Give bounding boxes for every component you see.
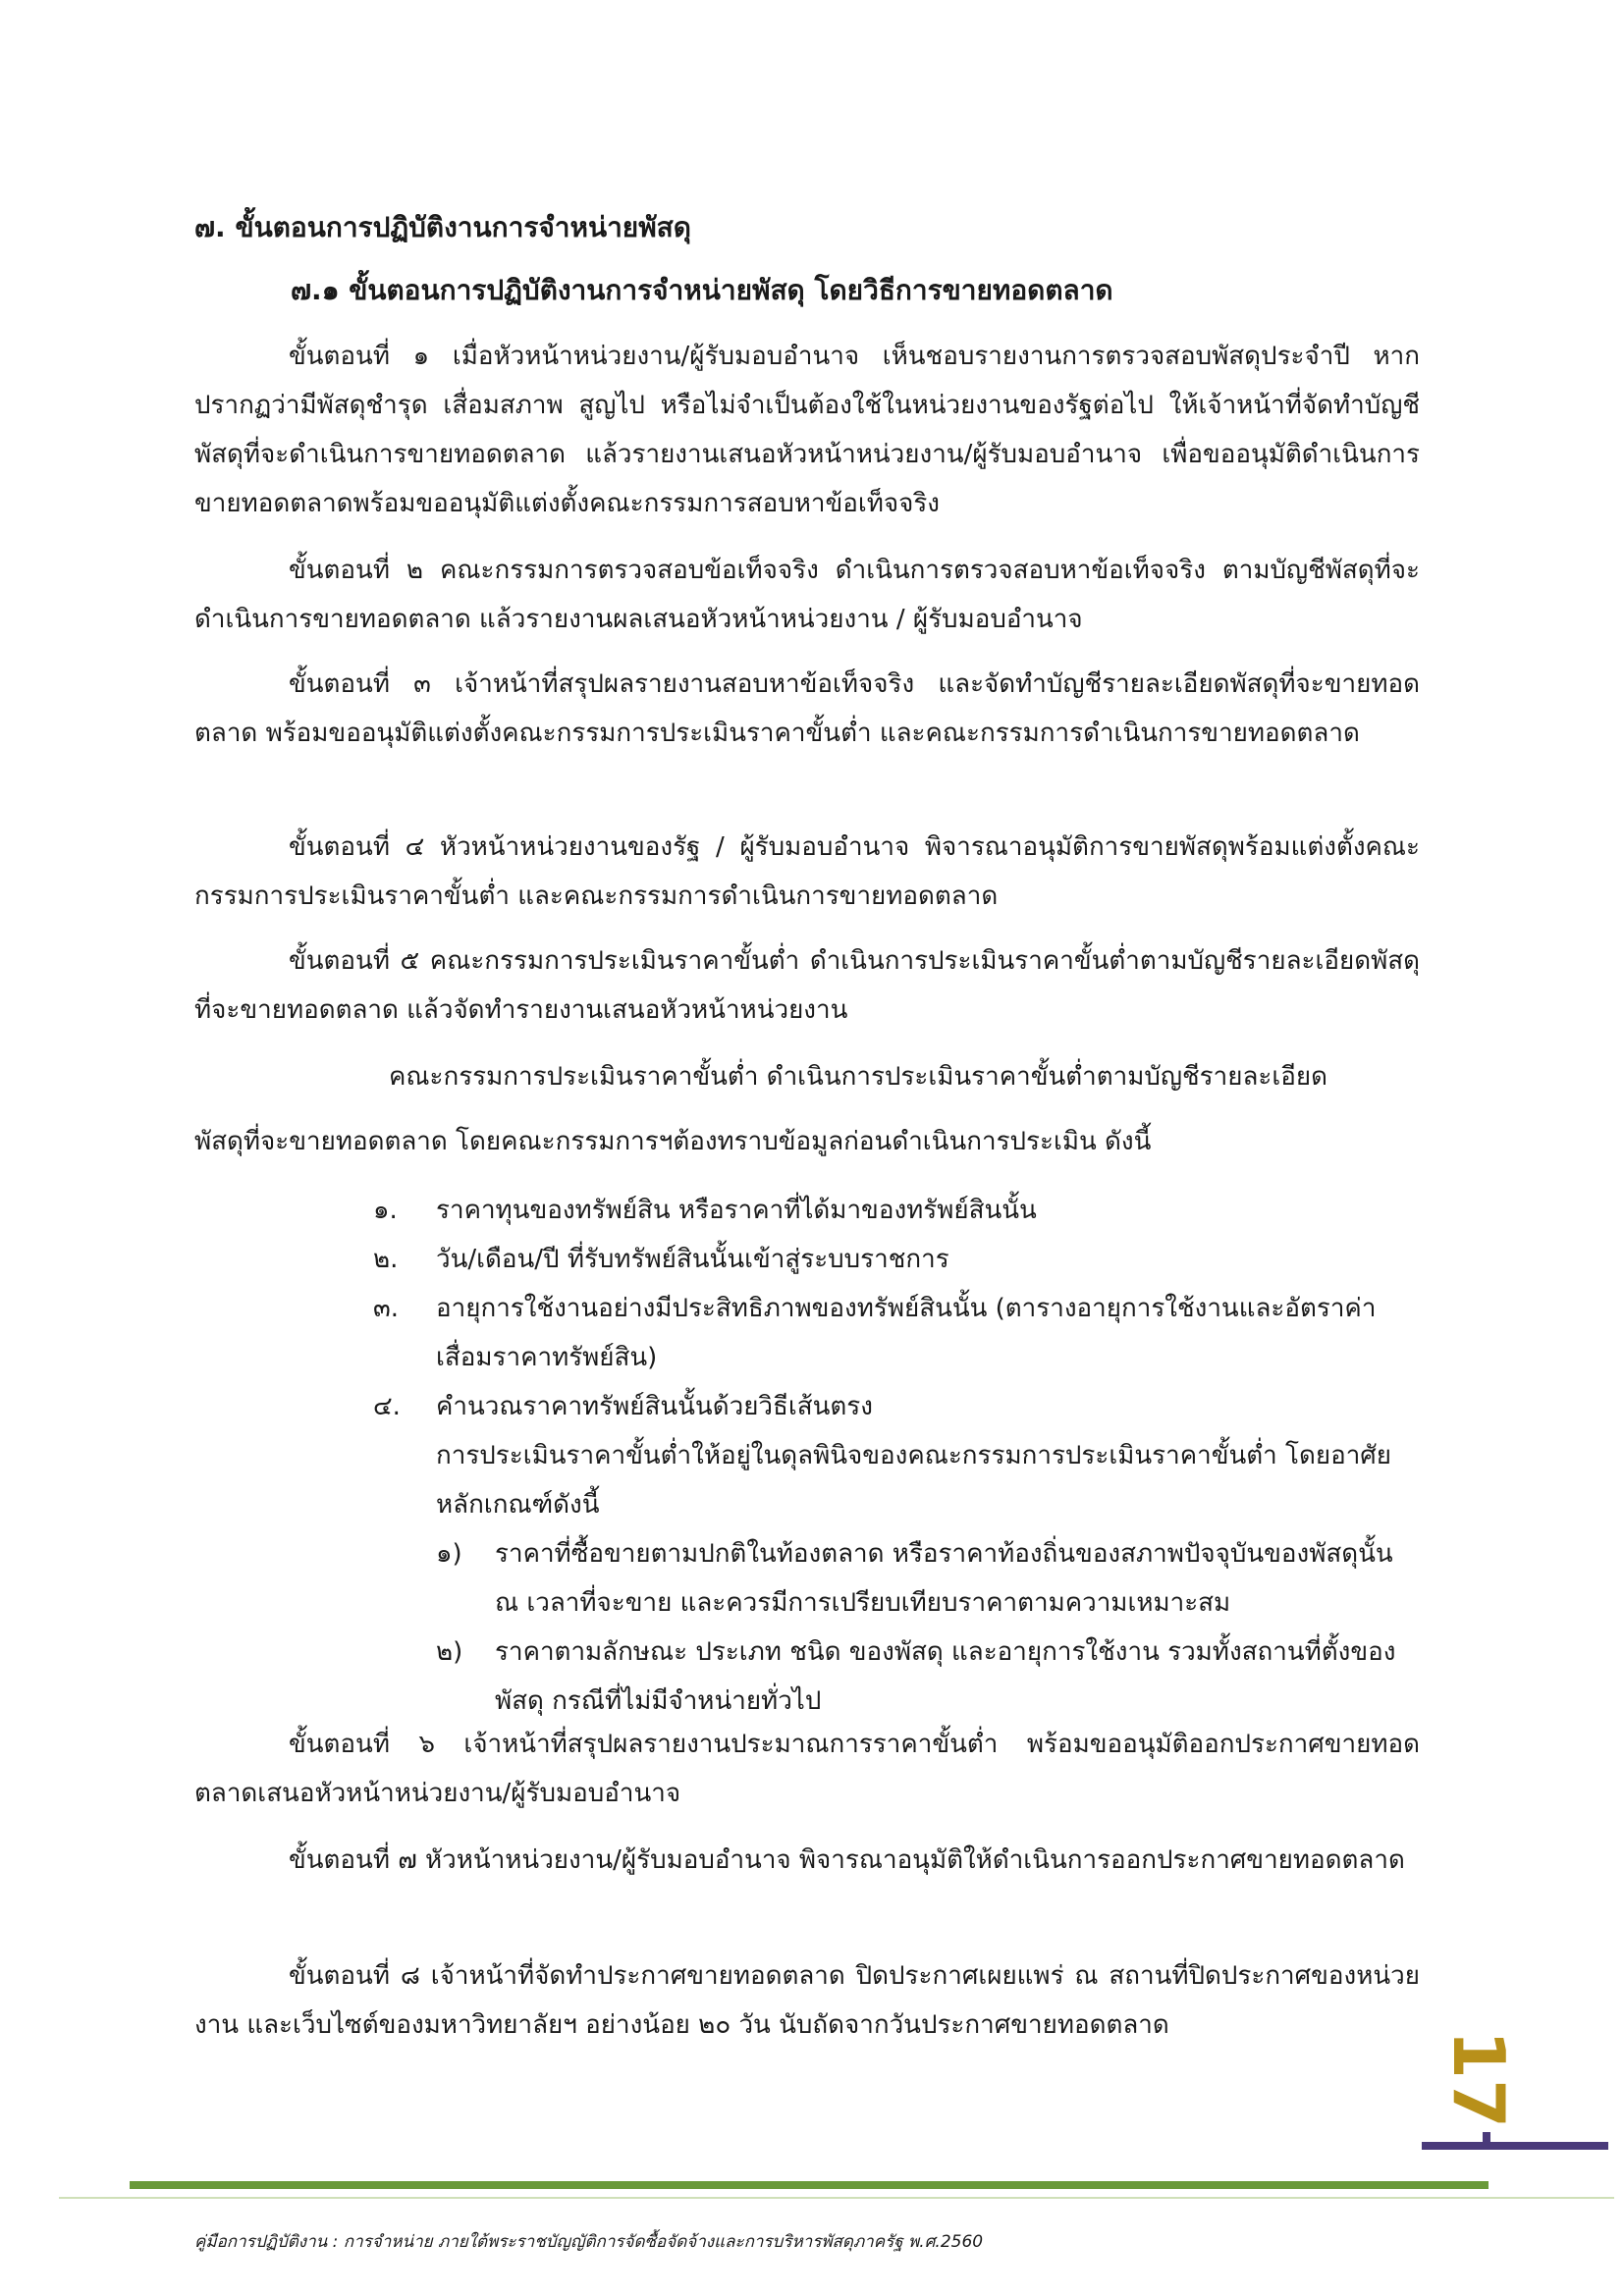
sublist-item bbox=[436, 1628, 1420, 1726]
list-item bbox=[373, 1235, 1420, 1284]
sublist-item-text: ราคาที่ซื้อขายตามปกติในท้องตลาด หรือราคาท้องถิ่นของสภาพปัจจุบันของพัสดุนั้น ณ เวลาที่จะขาย และควรมีการเปรียบเทียบราคาตามความเหมาะสม bbox=[495, 1539, 1393, 1618]
list-item-number: ๒. bbox=[373, 1245, 399, 1274]
step-6-paragraph bbox=[194, 1720, 1420, 1818]
step-7-paragraph bbox=[194, 1836, 1420, 1885]
subsection-title: ๗.๑ ขั้นตอนการปฏิบัติงานการจำหน่ายพัสดุ โดยวิธีการขายทอดตลาด bbox=[291, 274, 1113, 306]
sublist-item-number: ๒) bbox=[436, 1637, 463, 1667]
step-1-text: ขั้นตอนที่ ๑ เมื่อหัวหน้าหน่วยงาน/ผู้รับมอบอำนาจ เห็นชอบรายงานการตรวจสอบพัสดุประจำปี หากปรากฏว่ามีพัสดุชำรุด เสื่อมสภาพ สูญไป หรือไม่จำเป็นต้องใช้ในหน่วยงานของรัฐต่อไป ให้เจ้าหน้าที่จัดทำบัญชีพัสดุที่จะดำเนินการขายทอดตลาด แล้วรายงานเสนอหัวหน้าหน่วยงาน/ผู้รับมอบอำนาจ เพื่อขออนุมัติดำเนินการขายทอดตลาดพร้อมขออนุมัติแต่งตั้งคณะกรรมการสอบหาข้อเท็จจริง bbox=[194, 342, 1420, 518]
list-item-text: วัน/เดือน/ปี ที่รับทรัพย์สินนั้นเข้าสู่ระบบราชการ bbox=[436, 1245, 949, 1274]
step-3-paragraph bbox=[194, 660, 1420, 758]
sublist-item-text: ราคาตามลักษณะ ประเภท ชนิด ของพัสดุ และอายุการใช้งาน รวมทั้งสถานที่ตั้งของพัสดุ กรณีที่ไม่มีจำหน่ายทั่วไป bbox=[495, 1637, 1396, 1716]
list-item bbox=[373, 1382, 1420, 1726]
committee-paragraph bbox=[194, 1052, 1420, 1166]
list-item-number: ๔. bbox=[373, 1392, 401, 1421]
step-2-paragraph bbox=[194, 546, 1420, 644]
step-3-text: ขั้นตอนที่ ๓ เจ้าหน้าที่สรุปผลรายงานสอบหาข้อเท็จจริง และจัดทำบัญชีรายละเอียดพัสดุที่จะขายทอดตลาด พร้อมขออนุมัติแต่งตั้งคณะกรรมการประเมินราคาขั้นต่ำ และคณะกรรมการดำเนินการขายทอดตลาด bbox=[194, 669, 1420, 748]
section-title: ๗. ขั้นตอนการปฏิบัติงานการจำหน่ายพัสดุ bbox=[194, 211, 691, 243]
page-number-accent-horizontal bbox=[1422, 2142, 1608, 2150]
step-6-text: ขั้นตอนที่ ๖ เจ้าหน้าที่สรุปผลรายงานประมาณการราคาขั้นต่ำ พร้อมขออนุมัติออกประกาศขายทอดตลาดเสนอหัวหน้าหน่วยงาน/ผู้รับมอบอำนาจ bbox=[194, 1730, 1420, 1808]
list-item-text: อายุการใช้งานอย่างมีประสิทธิภาพของทรัพย์สินนั้น (ตารางอายุการใช้งานและอัตราค่าเสื่อมราคาทรัพย์สิน) bbox=[436, 1294, 1377, 1372]
committee-line-2: พัสดุที่จะขายทอดตลาด โดยคณะกรรมการฯต้องทราบข้อมูลก่อนดำเนินการประเมิน ดังนี้ bbox=[194, 1127, 1152, 1156]
list-item-text: คำนวณราคาทรัพย์สินนั้นด้วยวิธีเส้นตรง bbox=[436, 1392, 873, 1421]
step-7-text: ขั้นตอนที่ ๗ หัวหน้าหน่วยงาน/ผู้รับมอบอำนาจ พิจารณาอนุมัติให้ดำเนินการออกประกาศขายทอดตลาด bbox=[289, 1845, 1405, 1875]
step-2-text: ขั้นตอนที่ ๒ คณะกรรมการตรวจสอบข้อเท็จจริง ดำเนินการตรวจสอบหาข้อเท็จจริง ตามบัญชีพัสดุที่จะดำเนินการขายทอดตลาด แล้วรายงานผลเสนอหัวหน้าหน่วยงาน / ผู้รับมอบอำนาจ bbox=[194, 556, 1420, 634]
step-8-text: ขั้นตอนที่ ๘ เจ้าหน้าที่จัดทำประกาศขายทอดตลาด ปิดประกาศเผยแพร่ ณ สถานที่ปิดประกาศของหน่วยงาน และเว็บไซต์ของมหาวิทยาลัยฯ อย่างน้อย ๒๐ วัน นับถัดจากวันประกาศขายทอดตลาด bbox=[194, 1961, 1420, 2040]
step-4-text: ขั้นตอนที่ ๔ หัวหน้าหน่วยงานของรัฐ / ผู้รับมอบอำนาจ พิจารณาอนุมัติการขายพัสดุพร้อมแต่งตั้งคณะกรรมการประเมินราคาขั้นต่ำ และคณะกรรมการดำเนินการขายทอดตลาด bbox=[194, 832, 1420, 911]
sublist-item bbox=[436, 1529, 1420, 1628]
criteria-list bbox=[373, 1186, 1420, 1726]
footer-text: คู่มือการปฏิบัติงาน : การจำหน่าย ภายใต้พระราชบัญญัติการจัดซื้อจัดจ้างและการบริหารพัสดุภาครัฐ พ.ศ.2560 bbox=[194, 2232, 984, 2252]
list-item-continuation: การประเมินราคาขั้นต่ำให้อยู่ในดุลพินิจของคณะกรรมการประเมินราคาขั้นต่ำ โดยอาศัยหลักเกณฑ์ดังนี้ bbox=[436, 1441, 1392, 1520]
footer-divider-light bbox=[59, 2197, 1614, 2199]
footer-divider bbox=[130, 2181, 1489, 2189]
list-item-number: ๑. bbox=[373, 1196, 398, 1225]
step-5-paragraph bbox=[194, 936, 1420, 1035]
committee-line-1: คณะกรรมการประเมินราคาขั้นต่ำ ดำเนินการประเมินราคาขั้นต่ำตามบัญชีรายละเอียด bbox=[389, 1062, 1327, 1092]
list-item bbox=[373, 1186, 1420, 1235]
list-item bbox=[373, 1284, 1420, 1382]
step-1-paragraph bbox=[194, 332, 1420, 528]
step-5-text: ขั้นตอนที่ ๕ คณะกรรมการประเมินราคาขั้นต่ำ ดำเนินการประเมินราคาขั้นต่ำตามบัญชีรายละเอียดพัสดุที่จะขายทอดตลาด แล้วจัดทำรายงานเสนอหัวหน้าหน่วยงาน bbox=[194, 946, 1420, 1025]
list-item-number: ๓. bbox=[373, 1294, 400, 1323]
sublist-item-number: ๑) bbox=[436, 1539, 462, 1569]
step-4-paragraph bbox=[194, 823, 1420, 921]
list-item-text: ราคาทุนของทรัพย์สิน หรือราคาที่ได้มาของทรัพย์สินนั้น bbox=[436, 1196, 1037, 1225]
step-8-paragraph bbox=[194, 1951, 1420, 2050]
page-number: 17 bbox=[1437, 2029, 1520, 2129]
